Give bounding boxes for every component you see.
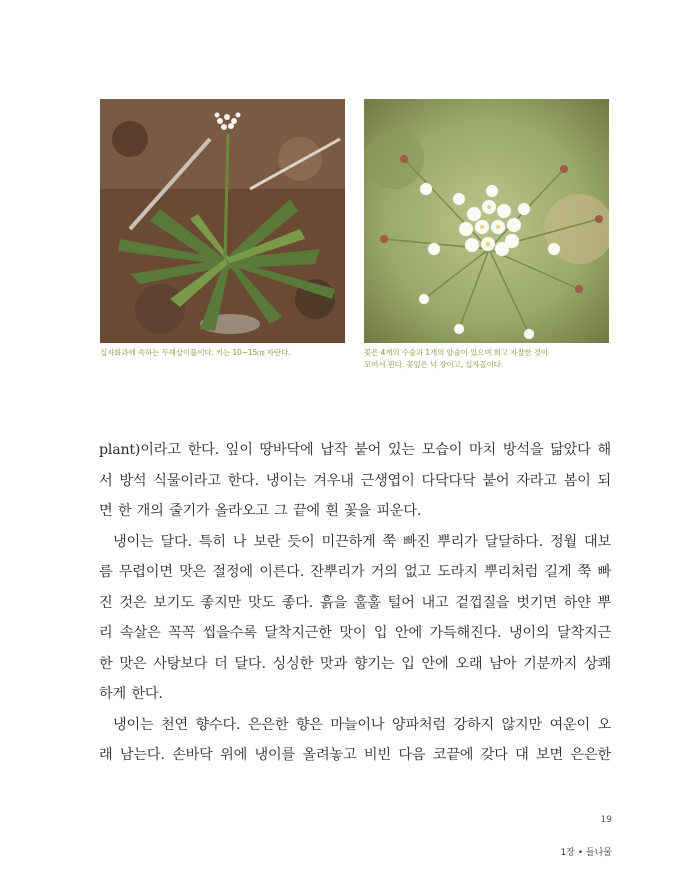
photo-caption-right-line-1: 꽃은 4개의 수술과 1개의 암술이 있으며 희고 자잘한 것이	[364, 348, 548, 357]
text-line: plant)이라고 한다. 잎이 땅바닥에 납작 붙어 있는 모습이 마치 방석을 닮았다 해	[99, 442, 611, 458]
photo-caption-right	[364, 347, 614, 371]
text-line: 리 속살은 꼭꼭 씹을수록 달착지근한 맛이 입 안에 가득해진다. 냉이의 달착지근	[99, 625, 611, 641]
text-line: 름 무렵이면 맛은 절정에 이른다. 잔뿌리가 거의 없고 도라지 뿌리처럼 길게 쭉 빠	[99, 564, 611, 580]
page-number: 19	[600, 815, 612, 825]
photo-caption-left: 십자화과에 속하는 두해살이풀이다. 키는 10~15㎝ 자란다.	[100, 348, 291, 357]
text-line: 냉이는 달다. 특히 나 보란 듯이 미끈하게 쭉 빠진 뿌리가 달달하다. 정월 대보	[113, 533, 611, 550]
chapter-footer: 1장 • 들나물	[560, 848, 612, 858]
text-line: 래 남는다. 손바닥 위에 냉이를 올려놓고 비빈 다음 코끝에 갖다 대 보면 은은한	[99, 747, 611, 763]
text-line: 하게 한다.	[99, 686, 163, 702]
text-line: 면 한 개의 줄기가 올라오고 그 끝에 흰 꽃을 피운다.	[99, 503, 422, 519]
photo-shepherds-purse-flower	[364, 99, 609, 343]
body-text	[99, 435, 611, 771]
text-line: 진 것은 보기도 좋지만 맛도 좋다. 흙을 훌훌 털어 내고 겉껍질을 벗기면 하얀 뿌	[99, 594, 611, 611]
text-line: 한 맛은 사탕보다 더 달다. 싱싱한 맛과 향기는 입 안에 오래 남아 기분까지 상쾌	[99, 655, 611, 672]
text-line: 서 방석 식물이라고 한다. 냉이는 겨우내 근생엽이 다닥다닥 붙어 자라고 봄이 되	[99, 472, 611, 489]
photo-caption-right-line-2: 모여서 핀다. 꽃잎은 넉 장이고, 십자꼴이다.	[364, 360, 504, 369]
text-line: 냉이는 천연 향수다. 은은한 향은 마늘이나 양파처럼 강하지 않지만 여운이 오	[113, 716, 611, 733]
photo-shepherds-purse-rosette	[100, 99, 345, 343]
